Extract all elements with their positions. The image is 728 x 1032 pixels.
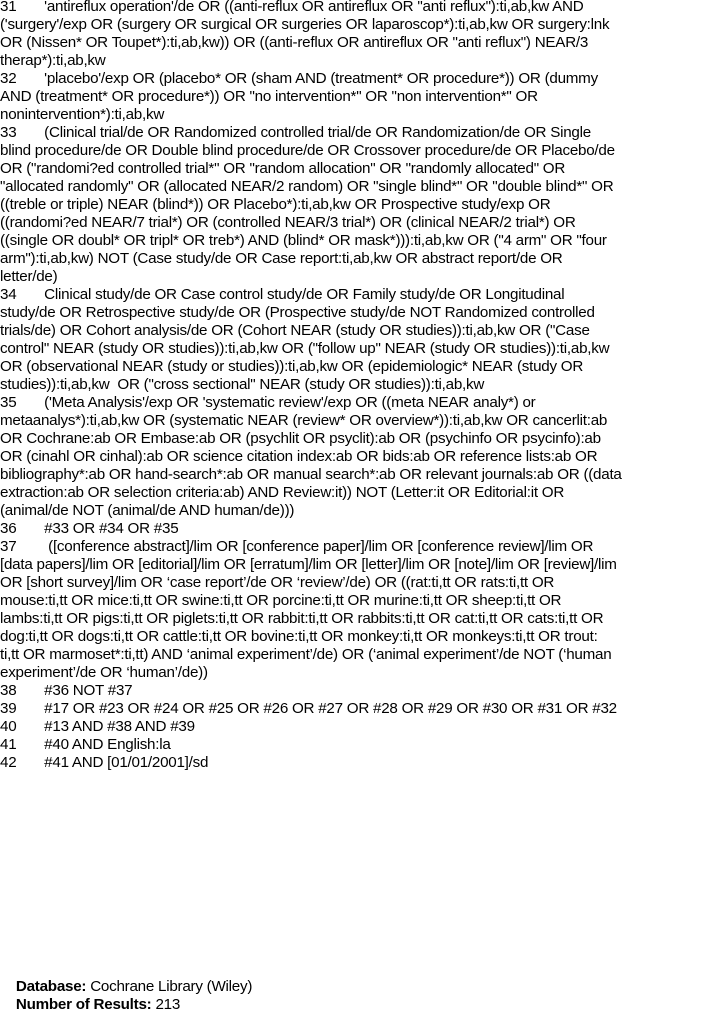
search-line: OR Cochrane:ab OR Embase:ab OR (psychlit OR psyclit):ab OR (psychinfo OR psycinfo):ab (0, 430, 601, 447)
results-line (0, 978, 180, 1032)
search-line: metaanalys*):ti,ab,kw OR (systematic NEAR (review* OR overview*)):ti,ab,kw OR cancerlit:ab (0, 412, 608, 429)
search-line: OR (cinahl OR cinhal):ab OR science citation index:ab OR bids:ab OR reference lists:ab OR (0, 448, 598, 465)
search-line: ((single OR doubl* OR tripl* OR treb*) AND (blind* OR mask*))):ti,ab,kw OR ("4 arm" OR "four (0, 232, 607, 249)
search-line: letter/de) (0, 268, 58, 285)
search-line: OR [short survey]/lim OR ‘case report’/de OR ‘review’/de) OR ((rat:ti,tt OR rats:ti,tt OR (0, 574, 555, 591)
search-line: 37 ([conference abstract]/lim OR [conference paper]/lim OR [conference review]/lim OR (0, 538, 594, 555)
search-line: OR (observational NEAR (study or studies)):ti,ab,kw OR (epidemiologic* NEAR (study OR (0, 358, 584, 375)
search-line: mouse:ti,tt OR mice:ti,tt OR swine:ti,tt OR porcine:ti,tt OR murine:ti,tt OR sheep:ti,tt OR (0, 592, 562, 609)
search-line: 35 ('Meta Analysis'/exp OR 'systematic review'/exp OR ((meta NEAR analy*) or (0, 394, 536, 411)
search-line: ((randomi?ed NEAR/7 trial*) OR (controlled NEAR/3 trial*) OR (clinical NEAR/2 trial*) OR (0, 214, 576, 231)
search-line: 41 #40 AND English:la (0, 736, 171, 753)
search-line: control" NEAR (study OR studies)):ti,ab,kw OR ("follow up" NEAR (study OR studies)):ti,ab,kw (0, 340, 610, 357)
search-line: (animal/de NOT (animal/de AND human/de))) (0, 502, 295, 519)
search-line: studies)):ti,ab,kw OR ("cross sectional" NEAR (study OR studies)):ti,ab,kw (0, 376, 485, 393)
search-line: nonintervention*):ti,ab,kw (0, 106, 165, 123)
search-line: bibliography*:ab OR hand-search*:ab OR manual search*:ab OR relevant journals:ab OR ((data (0, 466, 622, 483)
database-label: Database: (15, 978, 87, 995)
search-line: study/de OR Retrospective study/de OR (Prospective study/de NOT Randomized controlled (0, 304, 595, 321)
search-line: arm"):ti,ab,kw) NOT (Case study/de OR Case report:ti,ab,kw OR abstract report/de OR (0, 250, 563, 267)
search-line: extraction:ab OR selection criteria:ab) AND Review:it)) NOT (Letter:it OR Editorial:it OR (0, 484, 565, 501)
search-line: ('surgery'/exp OR (surgery OR surgical OR surgeries OR laparoscop*):ti,ab,kw OR surgery:lnk (0, 16, 610, 33)
search-line: experiment’/de OR ‘human’/de)) (0, 664, 208, 681)
search-line: AND (treatment* OR procedure*)) OR "no intervention*" OR "non intervention*" OR (0, 88, 538, 105)
search-line: ti,tt OR marmoset*:ti,tt) AND ‘animal experiment’/de) OR (‘animal experiment’/de NOT (‘human (0, 646, 612, 663)
search-line: dog:ti,tt OR dogs:ti,tt OR cattle:ti,tt OR bovine:ti,tt OR monkey:ti,tt OR monkeys:ti,tt OR trout: (0, 628, 598, 645)
search-line: 36 #33 OR #34 OR #35 (0, 520, 179, 537)
search-line: 40 #13 AND #38 AND #39 (0, 718, 195, 735)
search-line: 31 'antireflux operation'/de OR ((anti-reflux OR antireflux OR "anti reflux"):ti,ab,kw AND (0, 0, 584, 15)
search-line: therap*):ti,ab,kw (0, 52, 106, 69)
results-label: Number of Results: (15, 996, 152, 1013)
search-line: 39 #17 OR #23 OR #24 OR #25 OR #26 OR #27 OR #28 OR #29 OR #30 OR #31 OR #32 (0, 700, 617, 717)
search-line: ((treble or triple) NEAR (blind*)) OR Placebo*):ti,ab,kw OR Prospective study/exp OR (0, 196, 551, 213)
search-line: 33 (Clinical trial/de OR Randomized controlled trial/de OR Randomization/de OR Single (0, 124, 591, 141)
search-line: OR ("randomi?ed controlled trial*" OR "random allocation" OR "randomly allocated" OR (0, 160, 566, 177)
search-line: lambs:ti,tt OR pigs:ti,tt OR piglets:ti,tt OR rabbit:ti,tt OR rabbits:ti,tt OR cat:ti,tt OR cats:ti,tt OR (0, 610, 604, 627)
search-line: 38 #36 NOT #37 (0, 682, 133, 699)
search-line: 42 #41 AND [01/01/2001]/sd (0, 754, 209, 771)
search-line: 34 Clinical study/de OR Case control study/de OR Family study/de OR Longitudinal (0, 286, 565, 303)
search-line: 32 'placebo'/exp OR (placebo* OR (sham AND (treatment* OR procedure*)) OR (dummy (0, 70, 598, 87)
database-value: Cochrane Library (Wiley) (86, 978, 253, 995)
search-line: [data papers]/lim OR [editorial]/lim OR [erratum]/lim OR [letter]/lim OR [note]/lim OR [review]/lim (0, 556, 617, 573)
search-line: OR (Nissen* OR Toupet*):ti,ab,kw)) OR ((anti-reflux OR antireflux OR "anti reflux") NEAR/3 (0, 34, 589, 51)
search-line: "allocated randomly" OR (allocated NEAR/2 random) OR "single blind*" OR "double blind*" OR (0, 178, 614, 195)
results-value: 213 (151, 996, 181, 1013)
search-line: trials/de) OR Cohort analysis/de OR (Cohort NEAR (study OR studies)):ti,ab,kw OR ("Case (0, 322, 590, 339)
search-line: blind procedure/de OR Double blind procedure/de OR Crossover procedure/de OR Placebo/de (0, 142, 615, 159)
